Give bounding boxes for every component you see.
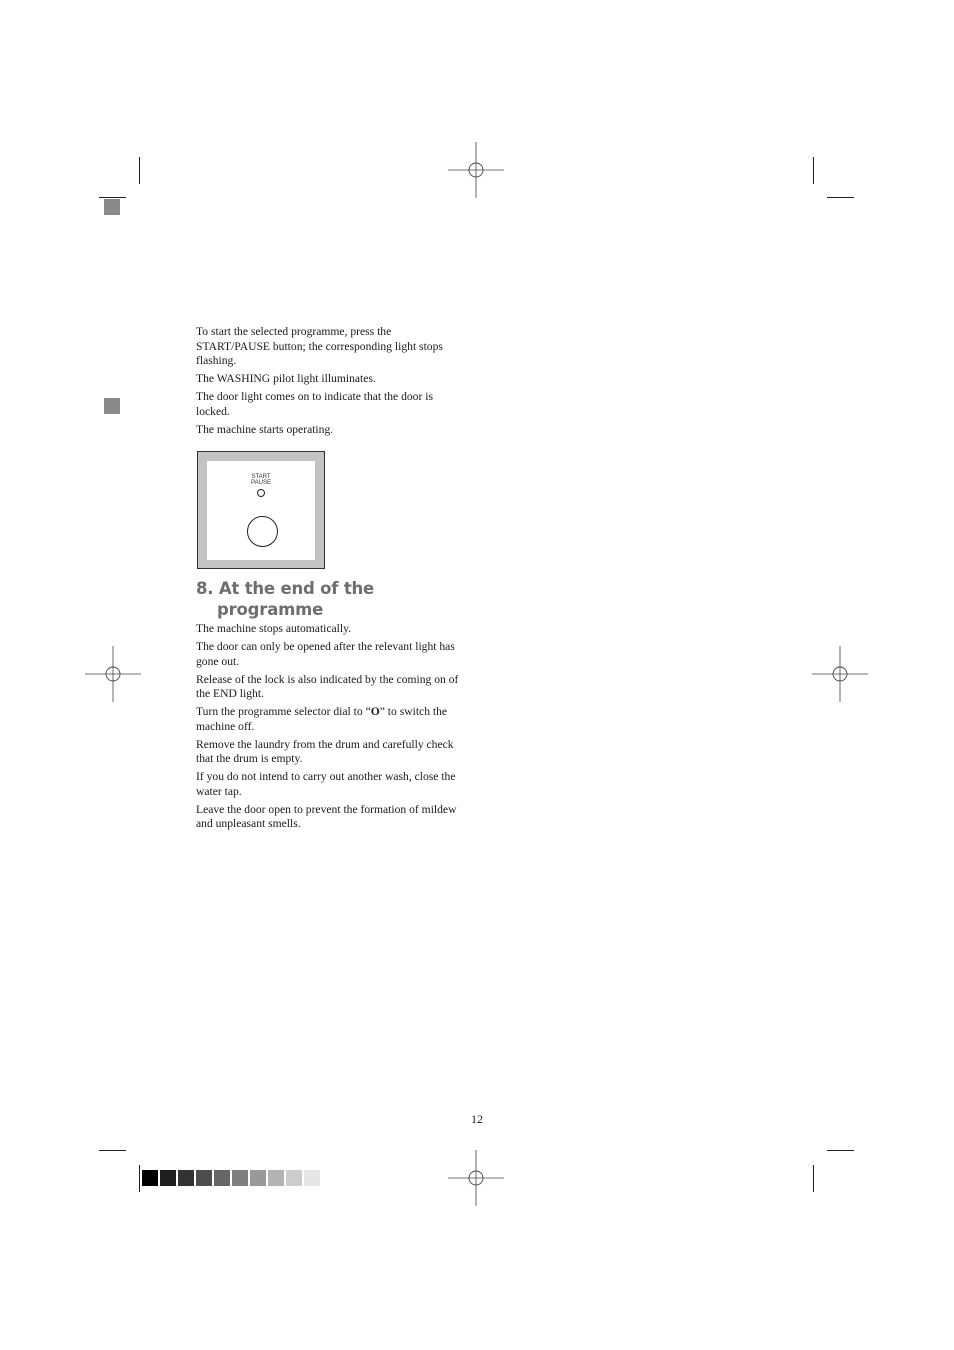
registration-target-icon (448, 142, 504, 198)
text-run: ” to switch the machine off. (196, 705, 448, 733)
section-heading (196, 578, 374, 620)
heading-line: 8. At the end of the (196, 579, 375, 598)
grayscale-color-bar (142, 1170, 322, 1186)
color-swatch (250, 1170, 266, 1186)
start-pause-label (207, 475, 315, 486)
intro-text (196, 325, 468, 441)
color-swatch (142, 1170, 158, 1186)
registration-target-icon (448, 1150, 504, 1206)
paragraph: The door light comes on to indicate that the door is locked. (196, 390, 433, 418)
control-panel-illustration (197, 451, 325, 569)
color-swatch (178, 1170, 194, 1186)
start-pause-button-icon (247, 516, 278, 547)
off-symbol: O (370, 705, 380, 718)
page-number: 12 (471, 1112, 483, 1126)
crop-mark (99, 1150, 126, 1151)
end-of-programme-text (196, 622, 468, 835)
crop-mark (827, 197, 854, 198)
margin-marker (104, 398, 120, 414)
margin-marker (104, 199, 120, 215)
color-swatch (196, 1170, 212, 1186)
control-panel-face (207, 461, 315, 560)
crop-mark (827, 1150, 854, 1151)
pilot-light-icon (257, 489, 265, 497)
heading-line: programme (217, 600, 324, 619)
label-line: START (251, 474, 271, 480)
paragraph: If you do not intend to carry out another wash, close the water tap. (196, 770, 456, 798)
label-line: PAUSE (251, 479, 271, 486)
color-swatch (268, 1170, 284, 1186)
paragraph: The machine stops automatically. (196, 622, 352, 635)
color-swatch (286, 1170, 302, 1186)
crop-mark (139, 1165, 140, 1192)
text-run: Turn the programme selector dial to “ (196, 705, 371, 718)
paragraph: To start the selected programme, press the START/PAUSE button; the corresponding light stops flashing. (196, 325, 443, 367)
registration-target-icon (812, 646, 868, 702)
color-swatch (214, 1170, 230, 1186)
color-swatch (160, 1170, 176, 1186)
color-swatch (304, 1170, 320, 1186)
paragraph: The door can only be opened after the relevant light has gone out. (196, 640, 455, 668)
paragraph: Remove the laundry from the drum and carefully check that the drum is empty. (196, 737, 454, 765)
crop-mark (813, 157, 814, 184)
color-swatch (232, 1170, 248, 1186)
paragraph: Release of the lock is also indicated by the coming on of the END light. (196, 672, 459, 700)
crop-mark (99, 197, 126, 198)
paragraph: The WASHING pilot light illuminates. (196, 372, 376, 385)
registration-target-icon (85, 646, 141, 702)
paragraph (196, 705, 468, 734)
paragraph: The machine starts operating. (196, 422, 334, 436)
paragraph: Leave the door open to prevent the formation of mildew and unpleasant smells. (196, 802, 457, 830)
crop-mark (139, 157, 140, 184)
crop-mark (813, 1165, 814, 1192)
